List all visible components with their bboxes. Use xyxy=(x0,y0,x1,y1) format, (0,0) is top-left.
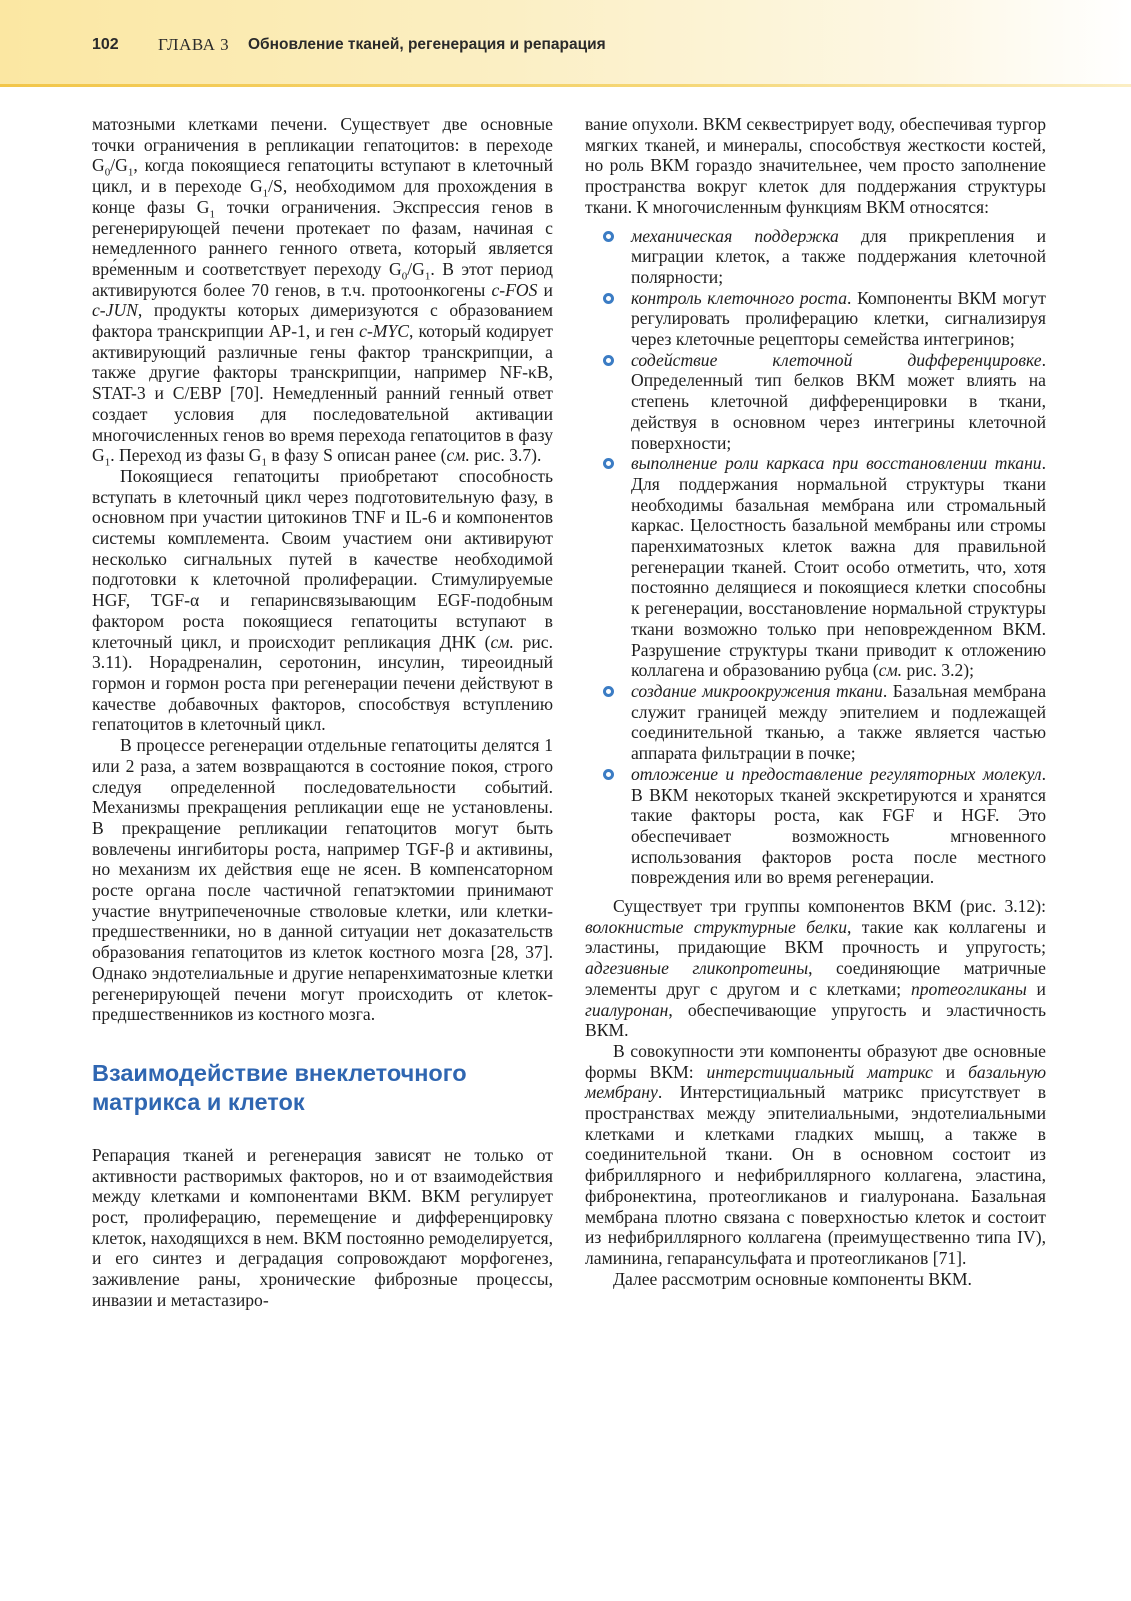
list-item-text xyxy=(631,453,1046,681)
subscript: 1 xyxy=(261,456,268,469)
text-run: рис. 3.7). xyxy=(469,445,542,466)
italic-run: см. xyxy=(490,631,514,652)
list-item-text xyxy=(631,226,1046,288)
subscript: 0 xyxy=(401,270,408,283)
text-run: матозными клетками печени. Существует две основные точки ограничения в репликации гепатоцитов: в переходе G xyxy=(92,114,553,176)
text-run: и xyxy=(537,279,553,300)
text-run: В совокупности эти компоненты образуют две основные формы ВКМ: xyxy=(585,1040,1046,1082)
italic-run: выполнение роли каркаса при восстановлении ткани xyxy=(631,453,1042,474)
italic-run: волокнистые структурные белки xyxy=(585,916,848,937)
text-run: /G xyxy=(407,258,425,279)
italic-run: интерстициальный матрикс xyxy=(706,1061,933,1082)
paragraph xyxy=(92,466,553,735)
header-rule xyxy=(0,84,1131,87)
italic-run: содействие клеточной дифференцировке xyxy=(631,349,1042,370)
text-run: . В этот период активируются более 70 генов, в т.ч. протоонкогены xyxy=(92,258,553,300)
paragraph xyxy=(585,1269,1046,1290)
italic-run: см. xyxy=(878,660,903,681)
list-item xyxy=(585,681,1046,764)
left-column xyxy=(92,114,553,1311)
text-run: , продукты которых димеризуются с образованием фактора транскрипции AP-1, и ген xyxy=(92,300,553,342)
list-item xyxy=(585,350,1046,454)
text-run: и xyxy=(1026,978,1046,999)
function-list xyxy=(585,226,1046,889)
text-run: . Переход из фазы G xyxy=(110,445,262,466)
text-run: /G xyxy=(110,155,128,176)
list-item xyxy=(585,764,1046,888)
paragraph xyxy=(585,1041,1046,1269)
bullet-circle-icon xyxy=(603,769,614,780)
italic-run: c-JUN xyxy=(92,300,138,321)
running-title: Обновление тканей, регенерация и репарация xyxy=(248,36,606,53)
italic-run: контроль клеточного роста xyxy=(631,287,847,308)
list-item xyxy=(585,453,1046,681)
italic-run: гиалуронан xyxy=(585,999,669,1020)
subscript: 1 xyxy=(262,187,269,200)
text-run: , обеспечивающие упругость и эластичность ВКМ. xyxy=(585,999,1046,1041)
text-run: рис. 3.2); xyxy=(902,660,975,681)
text-run: для прикрепления и миграции клеток, а также поддержания клеточной полярности; xyxy=(631,225,1046,287)
paragraph xyxy=(92,735,553,1025)
text-run: в фазу S описан ранее ( xyxy=(267,445,447,466)
list-item-text xyxy=(631,681,1046,764)
text-run: Репарация тканей и регенерация зависят не только от активности растворимых факторов, но и от взаимодействия между клетками и компонентами ВКМ. ВКМ регулирует рост, пролиферацию, перемещение и дифференцировку клеток, находящихся в нем. ВКМ постоянно ремоделируется, и его синтез и деградация сопровождают морфогенез, заживление раны, хронические фиброзные процессы, инвазии и метастазиро- xyxy=(92,1144,553,1310)
text-run: . Интерстициальный матрикс присутствует в пространствах между эпителиальными, эндотелиальными клетками и клетками гладких мышц, а также в соединительной ткани. Он в основном состоит из фибриллярного и нефибриллярного коллагена, эластина, фибронектина, протеогликанов и гиалуронана. Базальная мембрана плотно связана с поверхностью клеток и состоит из нефибриллярного коллагена (преимущественно типа IV), ламинина, гепарансульфата и протеогликанов [71]. xyxy=(585,1082,1046,1268)
text-run: , соединяющие матричные элементы друг с другом и с клетками; xyxy=(585,958,1046,999)
italic-run: c-MYC xyxy=(359,321,409,342)
paragraph xyxy=(92,1145,553,1311)
paragraph xyxy=(585,896,1046,1041)
list-item xyxy=(585,288,1046,350)
text-run: Далее рассмотрим основные компоненты ВКМ. xyxy=(613,1268,972,1289)
text-run: . В ВКМ некоторых тканей экскретируются и хранятся такие факторы роста, как FGF и HGF. Это обеспечивает возможность мгновенного использования факторов роста после местного повреждения или во время регенерации. xyxy=(631,763,1046,888)
text-run: Покоящиеся гепатоциты приобретают способность вступать в клеточный цикл через подготовительную фазу, в основном при участии цитокинов TNF и IL-6 и компонентов системы комплемента. Своим участием они активируют несколько сигнальных путей в качестве необходимой подготовки к клеточной пролиферации. Стимулируемые HGF, TGF-α и гепаринсвязывающим EGF-подобным фактором роста покоящиеся гепатоциты вступают в клеточный цикл, и происходит репликация ДНК ( xyxy=(92,465,553,652)
bullet-circle-icon xyxy=(603,458,614,469)
subscript: 1 xyxy=(424,270,431,283)
subscript: 0 xyxy=(104,166,111,179)
italic-run: см. xyxy=(446,445,470,466)
text-run: вание опухоли. ВКМ секвестрирует воду, обеспечивая тургор мягких тканей, и минералы, способствуя жесткости костей, но роль ВКМ гораздо значительнее, чем просто заполнение пространства вокруг клеток для поддержания структуры ткани. К многочисленным функциям ВКМ относятся: xyxy=(585,114,1046,217)
paragraph xyxy=(92,114,553,469)
text-run: . Базальная мембрана служит границей между эпителием и подлежащей соединительной тканью, а также является частью аппарата фильтрации в почке; xyxy=(631,680,1047,764)
italic-run: отложение и предоставление регуляторных молекул xyxy=(631,763,1042,784)
italic-run: адгезивные гликопротеины xyxy=(585,958,809,979)
text-run: , такие как коллагены и эластины, придающие ВКМ прочность и упругость; xyxy=(585,916,1046,958)
subscript: 1 xyxy=(104,456,111,469)
chapter-label: ГЛАВА 3 xyxy=(158,35,230,54)
italic-run: создание микроокружения ткани xyxy=(631,680,883,701)
italic-run: механическая поддержка xyxy=(631,225,839,246)
text-run: . Определенный тип белков ВКМ может влиять на степень клеточной дифференцировки в ткани, действуя в основном через интегрины клеточной поверхности; xyxy=(631,349,1046,453)
list-item-text xyxy=(631,350,1046,454)
text-run: . Для поддержания нормальной структуры ткани необходимы базальная мембрана или стромальный каркас. Целостность базальной мембраны или стромы паренхиматозных клеток важна для правильной регенерации тканей. Стоит особо отметить, что, хотя постоянно делящиеся и покоящиеся клетки способны к регенерации, восстановление нормальной структуры ткани возможно только при неповрежденном ВКМ. Разрушение структуры ткани приводит к отложению коллагена и образованию рубца ( xyxy=(631,453,1046,681)
subscript: 1 xyxy=(209,208,215,221)
italic-run: протеогликаны xyxy=(910,978,1027,999)
text-run: В процессе регенерации отдельные гепатоциты делятся 1 или 2 раза, а затем возвращаются в состояние покоя, строго следуя определенной последовательности событий. Механизмы прекращения репликации еще не установлены. В прекращение репликации гепатоцитов могут быть вовлечены ингибиторы роста, например TGF-β и активины, но механизм их действия еще не ясен. В компенсаторном росте органа после частичной гепатэктомии принимают участие внутрипеченочные стволовые клетки, или клетки-предшественники, но в данной ситуации нет доказательств образования гепатоцитов из клеток костного мозга [28, 37]. Однако эндотелиальные и другие непаренхиматозные клетки регенерирующей печени могут происходить от клеток-предшественников из костного мозга. xyxy=(92,735,553,1025)
bullet-circle-icon xyxy=(603,355,614,366)
text-run: , который кодирует активирующий различные гены фактор транскрипции, а также другие факторы транскрипции, например NF-κB, STAT-3 и C/EBP [70]. Немедленный ранний генный ответ создает условия для последовательной активации многочисленных генов во время перехода гепатоцитов в фазу G xyxy=(92,321,553,466)
list-item-text xyxy=(631,288,1046,350)
text-run: . Компоненты ВКМ могут регулировать пролиферацию клетки, сигнализируя через клеточные рецепторы семейства интегринов; xyxy=(631,287,1046,350)
list-item-text xyxy=(631,764,1046,888)
subscript: 1 xyxy=(127,166,134,179)
text-run: точки ограничения. Экспрессия генов в регенерирующей печени протекает по фазам, начиная с немедленного раннего генного ответа, который является вре́менным и соответствует переходу G xyxy=(92,196,553,279)
paragraph xyxy=(585,114,1046,218)
bullet-circle-icon xyxy=(603,686,614,697)
italic-run: базальную мембрану xyxy=(585,1061,1047,1103)
bullet-circle-icon xyxy=(603,293,614,304)
text-run: , когда покоящиеся гепатоциты вступают в клеточный цикл, и в переходе G xyxy=(92,155,553,197)
text-run: Существует три группы компонентов ВКМ (рис. 3.12): xyxy=(613,896,1046,917)
bullet-circle-icon xyxy=(603,231,614,242)
text-run: /S, необходимом для прохождения в конце фазы G xyxy=(92,176,553,217)
page-number: 102 xyxy=(92,36,119,53)
section-heading: Взаимодействие внеклеточного матрикса и клеток xyxy=(92,1059,467,1115)
text-run: и xyxy=(932,1061,969,1082)
italic-run: c-FOS xyxy=(491,279,538,300)
text-run: рис. 3.11). Норадреналин, серотонин, инсулин, тиреоидный гормон и гормон роста при регенерации печени действуют в качестве добавочных факторов, способствуя вступлению гепатоцитов в клеточный цикл. xyxy=(92,631,553,735)
list-item xyxy=(585,226,1046,288)
right-column xyxy=(585,114,1046,1289)
